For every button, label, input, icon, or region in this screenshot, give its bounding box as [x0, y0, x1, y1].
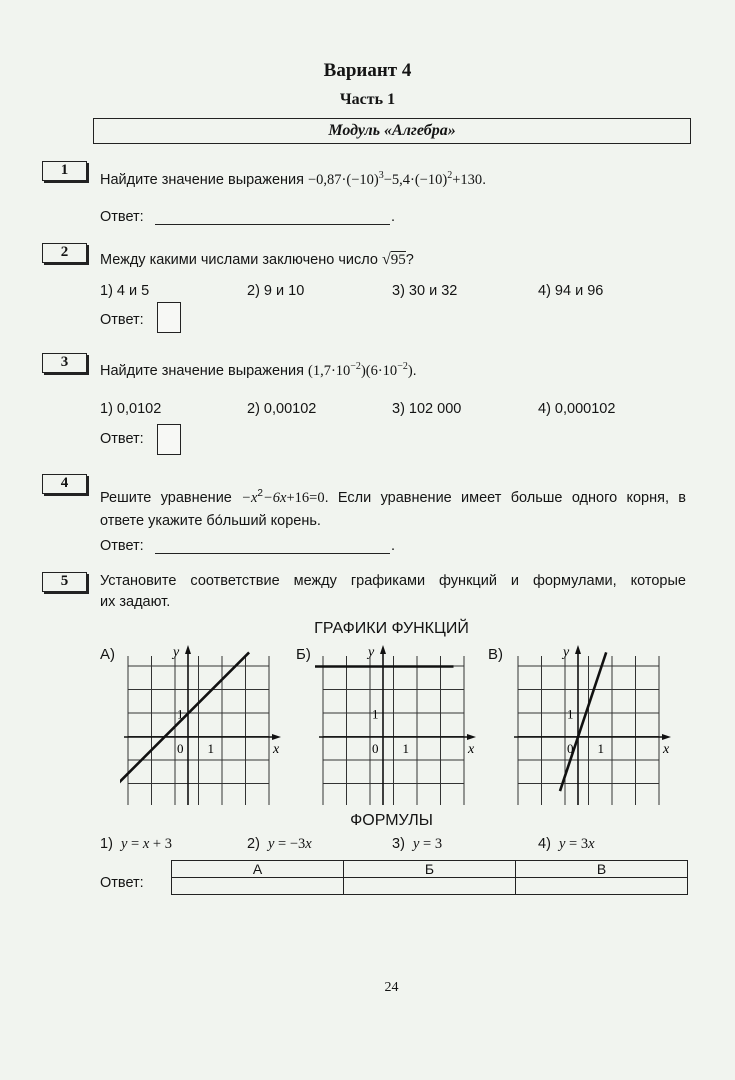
task-3-option-4[interactable]: 4) 0,000102: [538, 401, 616, 417]
y-tick-label: 1: [372, 706, 379, 722]
x-axis-label: x: [663, 742, 670, 757]
task-5-question-line-1: Установите соответствие между графиками функций и формулами, которые: [100, 573, 686, 589]
x-axis-arrow: [272, 734, 281, 740]
task-3-option-3[interactable]: 3) 102 000: [392, 401, 462, 417]
graph-label-a: А): [100, 646, 115, 663]
answer-cell-b[interactable]: [344, 878, 516, 895]
task-4-number: 4: [42, 474, 87, 494]
task-1-number: 1: [42, 161, 87, 181]
graphs-title: ГРАФИКИ ФУНКЦИЙ: [314, 620, 469, 637]
x-axis-arrow: [662, 734, 671, 740]
answer-col-v: В: [516, 861, 688, 878]
x-axis-arrow: [467, 734, 476, 740]
task-2-question-text: Между какими числами заключено число: [100, 252, 378, 268]
y-tick-label: 1: [567, 706, 574, 722]
graph-v: [510, 640, 680, 805]
task-2-option-1[interactable]: 1) 4 и 5: [100, 283, 150, 299]
module-banner: Модуль «Алгебра»: [93, 118, 691, 144]
task-4-answer-label: Ответ:: [100, 538, 144, 554]
task-2-answer-label: Ответ:: [100, 312, 144, 328]
task-5-answer-table: [171, 860, 688, 895]
task-5-question-line-2: их задают.: [100, 594, 171, 610]
task-2-question: Между какими числами заключено число √95?: [100, 251, 414, 268]
task-3-option-2[interactable]: 2) 0,00102: [247, 401, 317, 417]
task-4-answer-line[interactable]: [155, 553, 390, 554]
task-1-question: Найдите значение выражения $-0,87\cdot(-10)^3-5,4\cdot(-10)^2+130$.: [100, 170, 487, 188]
x-tick-label: 1: [207, 741, 214, 756]
formula-1[interactable]: 1) y = x + 3: [100, 836, 172, 852]
graph-a: [120, 640, 290, 805]
task-3-question: Найдите значение выражения $(1,7\cdot 10^{-2})(6\cdot 10^{-2})$.: [100, 361, 417, 379]
task-2-qmark: ?: [405, 252, 414, 268]
graph-label-v: В): [488, 646, 503, 663]
function-line: [560, 652, 606, 791]
task-5-number: 5: [42, 572, 87, 592]
y-axis-arrow: [185, 645, 191, 654]
graph-b: [315, 640, 485, 805]
answer-cell-a[interactable]: [172, 878, 344, 895]
formula-2[interactable]: 2) y = −3x: [247, 836, 312, 852]
y-axis-arrow: [380, 645, 386, 654]
x-axis-label: x: [273, 742, 280, 757]
task-2-number: 2: [42, 243, 87, 263]
x-axis-label: x: [468, 742, 475, 757]
answer-cell-v[interactable]: [516, 878, 688, 895]
y-axis-label: y: [563, 645, 570, 660]
task-1-answer-dot: .: [391, 209, 396, 225]
task-3-answer-box[interactable]: [157, 424, 181, 455]
task-2-radicand: 95: [390, 252, 406, 268]
task-4-question: Решите уравнение $-x^2-6x+16=0$. Если уравнение имеет больше одного корня, в ответе укажите бо́льший корень.: [100, 488, 686, 529]
x-tick-label: 1: [597, 741, 604, 756]
formula-4[interactable]: 4) y = 3x: [538, 836, 595, 852]
y-axis-label: y: [368, 645, 375, 660]
formula-3[interactable]: 3) y = 3: [392, 836, 443, 852]
task-3-answer-label: Ответ:: [100, 431, 144, 447]
task-1-answer-label: Ответ:: [100, 209, 144, 225]
y-axis-label: y: [173, 645, 180, 660]
formulas-title: ФОРМУЛЫ: [350, 812, 433, 829]
task-2-option-2[interactable]: 2) 9 и 10: [247, 283, 305, 299]
y-tick-label: 1: [177, 706, 184, 722]
y-axis-arrow: [575, 645, 581, 654]
page-number: 24: [384, 980, 399, 995]
task-3-option-1[interactable]: 1) 0,0102: [100, 401, 162, 417]
task-1-answer-line[interactable]: [155, 224, 390, 225]
answer-col-a: А: [172, 861, 344, 878]
task-2-option-3[interactable]: 3) 30 и 32: [392, 283, 458, 299]
origin-label: 0: [177, 741, 184, 756]
graph-label-b: Б): [296, 646, 311, 663]
task-2-option-4[interactable]: 4) 94 и 96: [538, 283, 604, 299]
task-3-number: 3: [42, 353, 87, 373]
x-tick-label: 1: [402, 741, 409, 756]
part-title: Часть 1: [339, 91, 396, 108]
origin-label: 0: [567, 741, 574, 756]
origin-label: 0: [372, 741, 379, 756]
answer-col-b: Б: [344, 861, 516, 878]
task-2-answer-box[interactable]: [157, 302, 181, 333]
task-5-answer-label: Ответ:: [100, 875, 144, 891]
function-line: [120, 652, 249, 788]
variant-title: Вариант 4: [323, 60, 412, 81]
task-4-answer-dot: .: [391, 538, 396, 554]
